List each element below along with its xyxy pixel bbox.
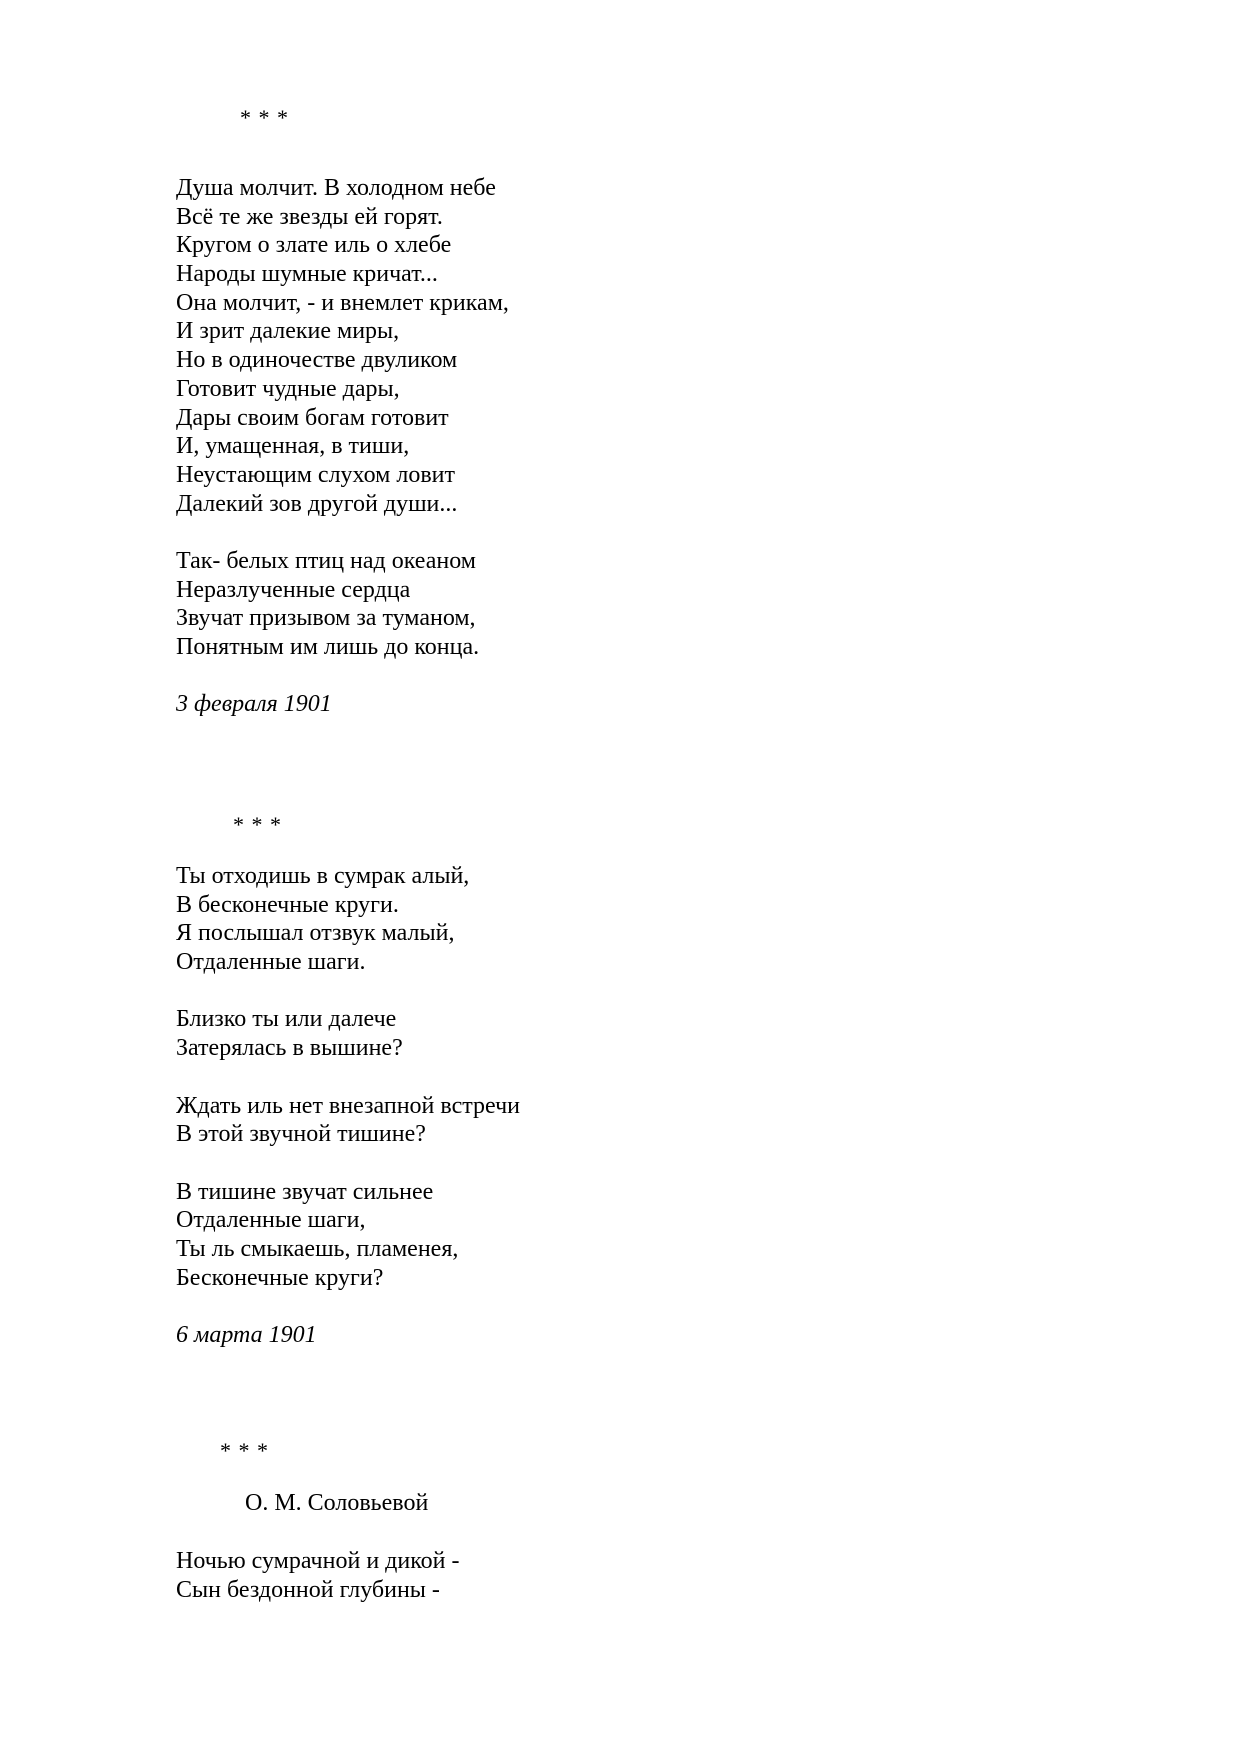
verse-line: Неустающим слухом ловит (176, 461, 455, 488)
poem-1 (176, 174, 1076, 719)
verse-line: Далекий зов другой души... (176, 490, 458, 517)
poem-2 (176, 862, 1076, 1350)
verse-line: Неразлученные сердца (176, 576, 411, 603)
verse-line: Душа молчит. В холодном небе (176, 175, 496, 201)
verse-line: В бесконечные круги. (176, 891, 399, 918)
poem-1-stars: * * * (240, 105, 289, 130)
verse-line: Всё те же звезды ей горят. (176, 203, 443, 230)
verse-line: Кругом о злате иль о хлебе (176, 232, 452, 259)
poem-2-stanza-3 (176, 1092, 1076, 1149)
verse-line: Ты ль смыкаешь, пламенея, (176, 1235, 459, 1262)
poem-3-stars: * * * (220, 1438, 269, 1463)
verse-line: Готовит чудные дары, (176, 375, 400, 402)
verse-line: Ты отходишь в сумрак алый, (176, 863, 470, 889)
verse-line: Так- белых птиц над океаном (176, 547, 476, 574)
poem-2-stanza-1 (176, 862, 1076, 977)
verse-line: Звучат призывом за туманом, (176, 605, 476, 632)
verse-line: Сын бездонной глубины - (176, 1576, 440, 1603)
verse-line: Затерялась в вышине? (176, 1035, 403, 1062)
verse-line: В этой звучной тишине? (176, 1121, 426, 1148)
verse-line: Я послышал отзвук малый, (176, 920, 455, 947)
verse-line: Ночью сумрачной и дикой - (176, 1548, 460, 1574)
poem-1-stanza-1 (176, 174, 1076, 518)
verse-line: Бесконечные круги? (176, 1264, 384, 1291)
poem-3 (176, 1547, 1076, 1604)
verse-line: Она молчит, - и внемлет крикам, (176, 289, 509, 316)
poem-1-stanza-2 (176, 547, 1076, 662)
poem-2-stanza-4 (176, 1178, 1076, 1293)
verse-line: И, умащенная, в тиши, (176, 433, 410, 460)
poem-2-date: 6 марта 1901 (176, 1322, 317, 1348)
verse-line: Дары своим богам готовит (176, 404, 449, 431)
verse-line: Ждать иль нет внезапной встречи (176, 1092, 520, 1119)
poem-3-stanza-1 (176, 1547, 1076, 1604)
verse-line: Отдаленные шаги. (176, 949, 366, 976)
verse-line: И зрит далекие миры, (176, 318, 400, 345)
verse-line: В тишине звучат сильнее (176, 1178, 434, 1205)
poem-1-date: 3 февраля 1901 (176, 691, 332, 718)
verse-line: Близко ты или далече (176, 1006, 397, 1033)
poem-2-stars: * * * (233, 812, 282, 837)
poem-2-stanza-2 (176, 1005, 1076, 1062)
verse-line: Отдаленные шаги, (176, 1207, 366, 1234)
verse-line: Понятным им лишь до конца. (176, 634, 480, 660)
poem-3-dedication: О. М. Соловьевой (245, 1490, 429, 1516)
verse-line: Но в одиночестве двуликом (176, 347, 458, 374)
verse-line: Народы шумные кричат... (176, 261, 438, 288)
